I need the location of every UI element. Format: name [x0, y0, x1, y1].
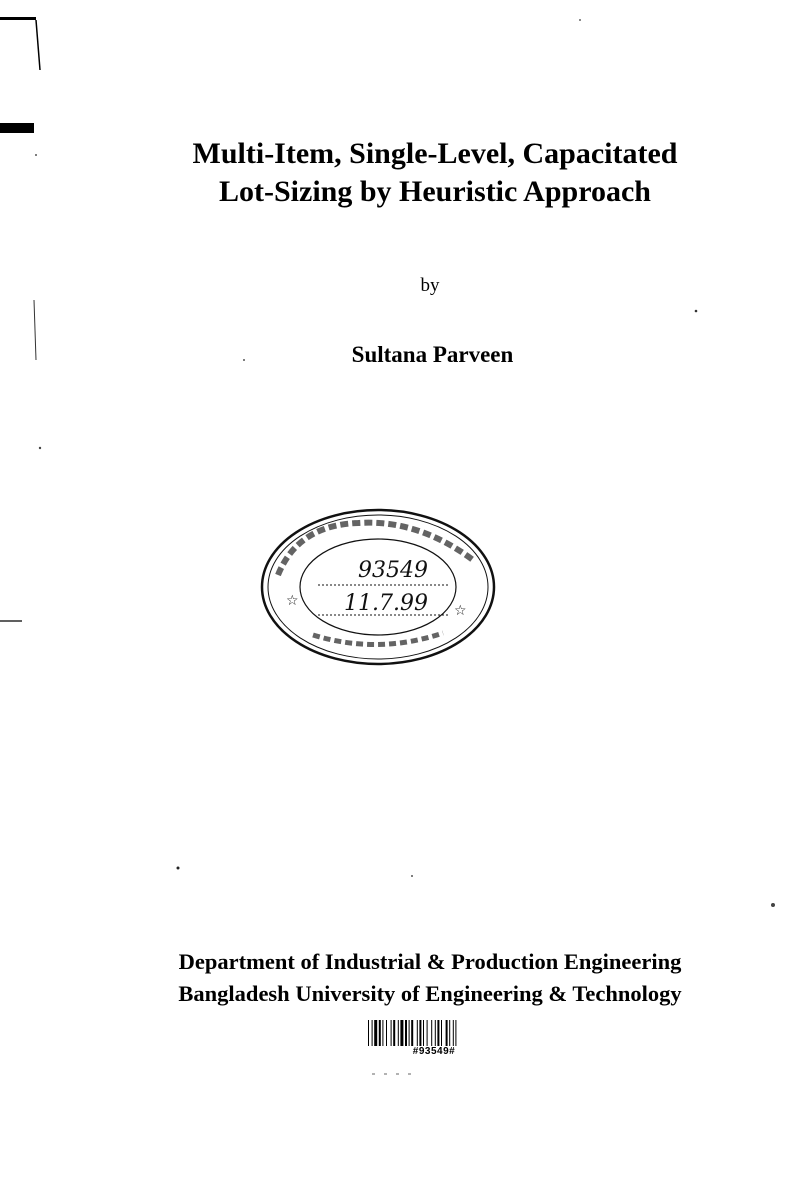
stamp-number: 93549 [358, 558, 428, 583]
barcode [368, 1020, 500, 1046]
title-line-1: Multi-Item, Single-Level, Capacitated [192, 137, 678, 170]
department-line-1: Department of Industrial & Production Engineering [178, 949, 682, 974]
title-line-2: Lot-Sizing by Heuristic Approach [219, 175, 651, 208]
byline: by [420, 275, 440, 296]
svg-text:☆: ☆ [454, 603, 467, 619]
author-name: Sultana Parveen [351, 342, 514, 367]
department-line-2: Bangladesh University of Engineering & Technology [178, 981, 682, 1006]
library-stamp [258, 505, 498, 670]
thesis-title [100, 135, 770, 211]
department-block [120, 946, 740, 1010]
barcode-number: #93549# [412, 1046, 456, 1057]
svg-text:☆: ☆ [286, 593, 299, 609]
stamp-date: 11.7.99 [344, 591, 428, 616]
